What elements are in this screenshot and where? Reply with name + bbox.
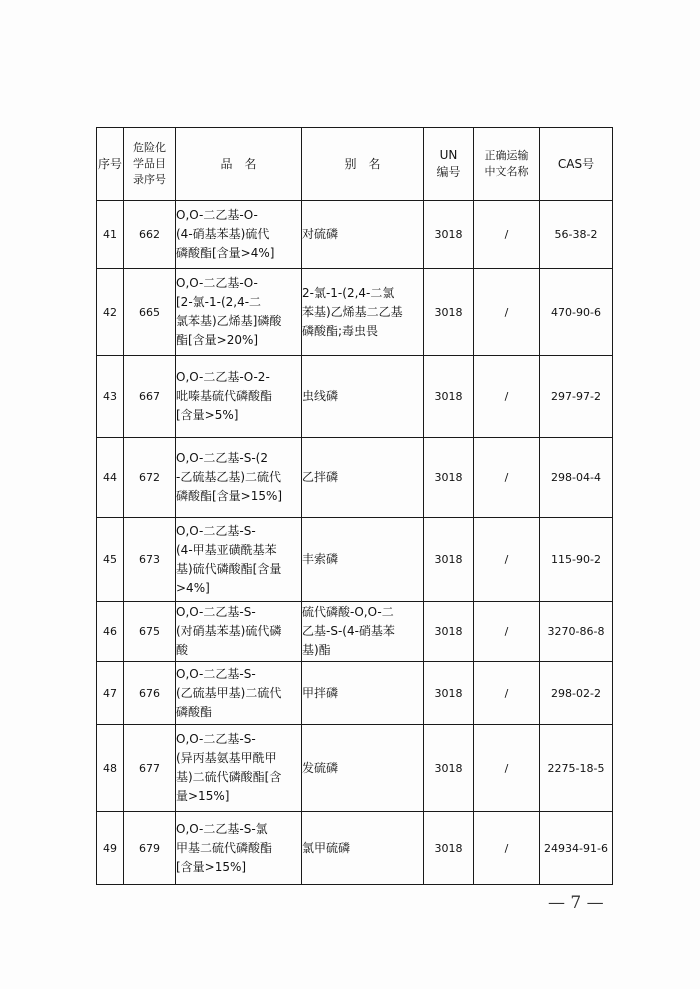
row-un-number: 3018: [424, 518, 474, 602]
table-row: [97, 518, 613, 602]
row-transport-name: /: [474, 201, 540, 269]
row-cas-number: 115-90-2: [540, 518, 613, 602]
row-cas-number: 3270-86-8: [540, 602, 613, 662]
row-product-name: O,O-二乙基-S- (乙硫基甲基)二硫代 磷酸酯: [176, 662, 302, 725]
row-cas-number: 24934-91-6: [540, 812, 613, 885]
row-un-number: 3018: [424, 602, 474, 662]
row-product-name: O,O-二乙基-O-2- 吡嗪基硫代磷酸酯 [含量>5%]: [176, 356, 302, 438]
row-transport-name: /: [474, 269, 540, 356]
row-transport-name: /: [474, 725, 540, 812]
row-seq: 46: [97, 602, 124, 662]
row-seq: 44: [97, 438, 124, 518]
row-cas-number: 298-04-4: [540, 438, 613, 518]
row-alias: 硫代磷酸-O,O-二 乙基-S-(4-硝基苯 基)酯: [302, 602, 424, 662]
header-product-name: 品 名: [176, 128, 302, 201]
table-row: [97, 812, 613, 885]
header-transport-name: 正确运输 中文名称: [474, 128, 540, 201]
row-catalog-number: 679: [124, 812, 176, 885]
row-alias: 发硫磷: [302, 725, 424, 812]
row-alias: 甲拌磷: [302, 662, 424, 725]
row-product-name: O,O-二乙基-S- (对硝基苯基)硫代磷 酸: [176, 602, 302, 662]
table-row: [97, 602, 613, 662]
page-number: — 7 —: [548, 893, 604, 913]
table-row: [97, 662, 613, 725]
row-seq: 48: [97, 725, 124, 812]
row-alias: 丰索磷: [302, 518, 424, 602]
row-un-number: 3018: [424, 725, 474, 812]
table-row: [97, 201, 613, 269]
table-row: [97, 725, 613, 812]
row-un-number: 3018: [424, 662, 474, 725]
row-catalog-number: 676: [124, 662, 176, 725]
row-cas-number: 2275-18-5: [540, 725, 613, 812]
row-transport-name: /: [474, 662, 540, 725]
row-transport-name: /: [474, 438, 540, 518]
row-un-number: 3018: [424, 438, 474, 518]
header-alias: 别 名: [302, 128, 424, 201]
row-cas-number: 298-02-2: [540, 662, 613, 725]
row-seq: 42: [97, 269, 124, 356]
chemical-table: [96, 127, 613, 885]
row-seq: 47: [97, 662, 124, 725]
table-row: [97, 438, 613, 518]
row-product-name: O,O-二乙基-S-(2 -乙硫基乙基)二硫代 磷酸酯[含量>15%]: [176, 438, 302, 518]
row-alias: 虫线磷: [302, 356, 424, 438]
row-cas-number: 470-90-6: [540, 269, 613, 356]
row-cas-number: 297-97-2: [540, 356, 613, 438]
header-seq: 序号: [97, 128, 124, 201]
row-catalog-number: 672: [124, 438, 176, 518]
row-product-name: O,O-二乙基-S- (4-甲基亚磺酰基苯 基)硫代磷酸酯[含量 >4%]: [176, 518, 302, 602]
row-catalog-number: 673: [124, 518, 176, 602]
row-seq: 43: [97, 356, 124, 438]
header-row: [97, 128, 613, 201]
row-seq: 41: [97, 201, 124, 269]
header-catalog-number: 危险化 学品目 录序号: [124, 128, 176, 201]
row-catalog-number: 675: [124, 602, 176, 662]
row-un-number: 3018: [424, 356, 474, 438]
row-product-name: O,O-二乙基-S-氯 甲基二硫代磷酸酯 [含量>15%]: [176, 812, 302, 885]
row-un-number: 3018: [424, 269, 474, 356]
row-transport-name: /: [474, 812, 540, 885]
row-catalog-number: 662: [124, 201, 176, 269]
row-transport-name: /: [474, 602, 540, 662]
row-product-name: O,O-二乙基-S- (异丙基氨基甲酰甲 基)二硫代磷酸酯[含 量>15%]: [176, 725, 302, 812]
row-alias: 乙拌磷: [302, 438, 424, 518]
header-cas: CAS号: [540, 128, 613, 201]
row-alias: 2-氯-1-(2,4-二氯 苯基)乙烯基二乙基 磷酸酯;毒虫畏: [302, 269, 424, 356]
row-seq: 45: [97, 518, 124, 602]
row-alias: 氯甲硫磷: [302, 812, 424, 885]
row-un-number: 3018: [424, 812, 474, 885]
row-catalog-number: 677: [124, 725, 176, 812]
row-cas-number: 56-38-2: [540, 201, 613, 269]
row-product-name: O,O-二乙基-O- [2-氯-1-(2,4-二 氯苯基)乙烯基]磷酸 酯[含量>20%]: [176, 269, 302, 356]
row-alias: 对硫磷: [302, 201, 424, 269]
row-catalog-number: 665: [124, 269, 176, 356]
row-product-name: O,O-二乙基-O- (4-硝基苯基)硫代 磷酸酯[含量>4%]: [176, 201, 302, 269]
row-transport-name: /: [474, 356, 540, 438]
row-transport-name: /: [474, 518, 540, 602]
row-seq: 49: [97, 812, 124, 885]
table-row: [97, 356, 613, 438]
table-row: [97, 269, 613, 356]
row-un-number: 3018: [424, 201, 474, 269]
header-un-number: UN 编号: [424, 128, 474, 201]
row-catalog-number: 667: [124, 356, 176, 438]
